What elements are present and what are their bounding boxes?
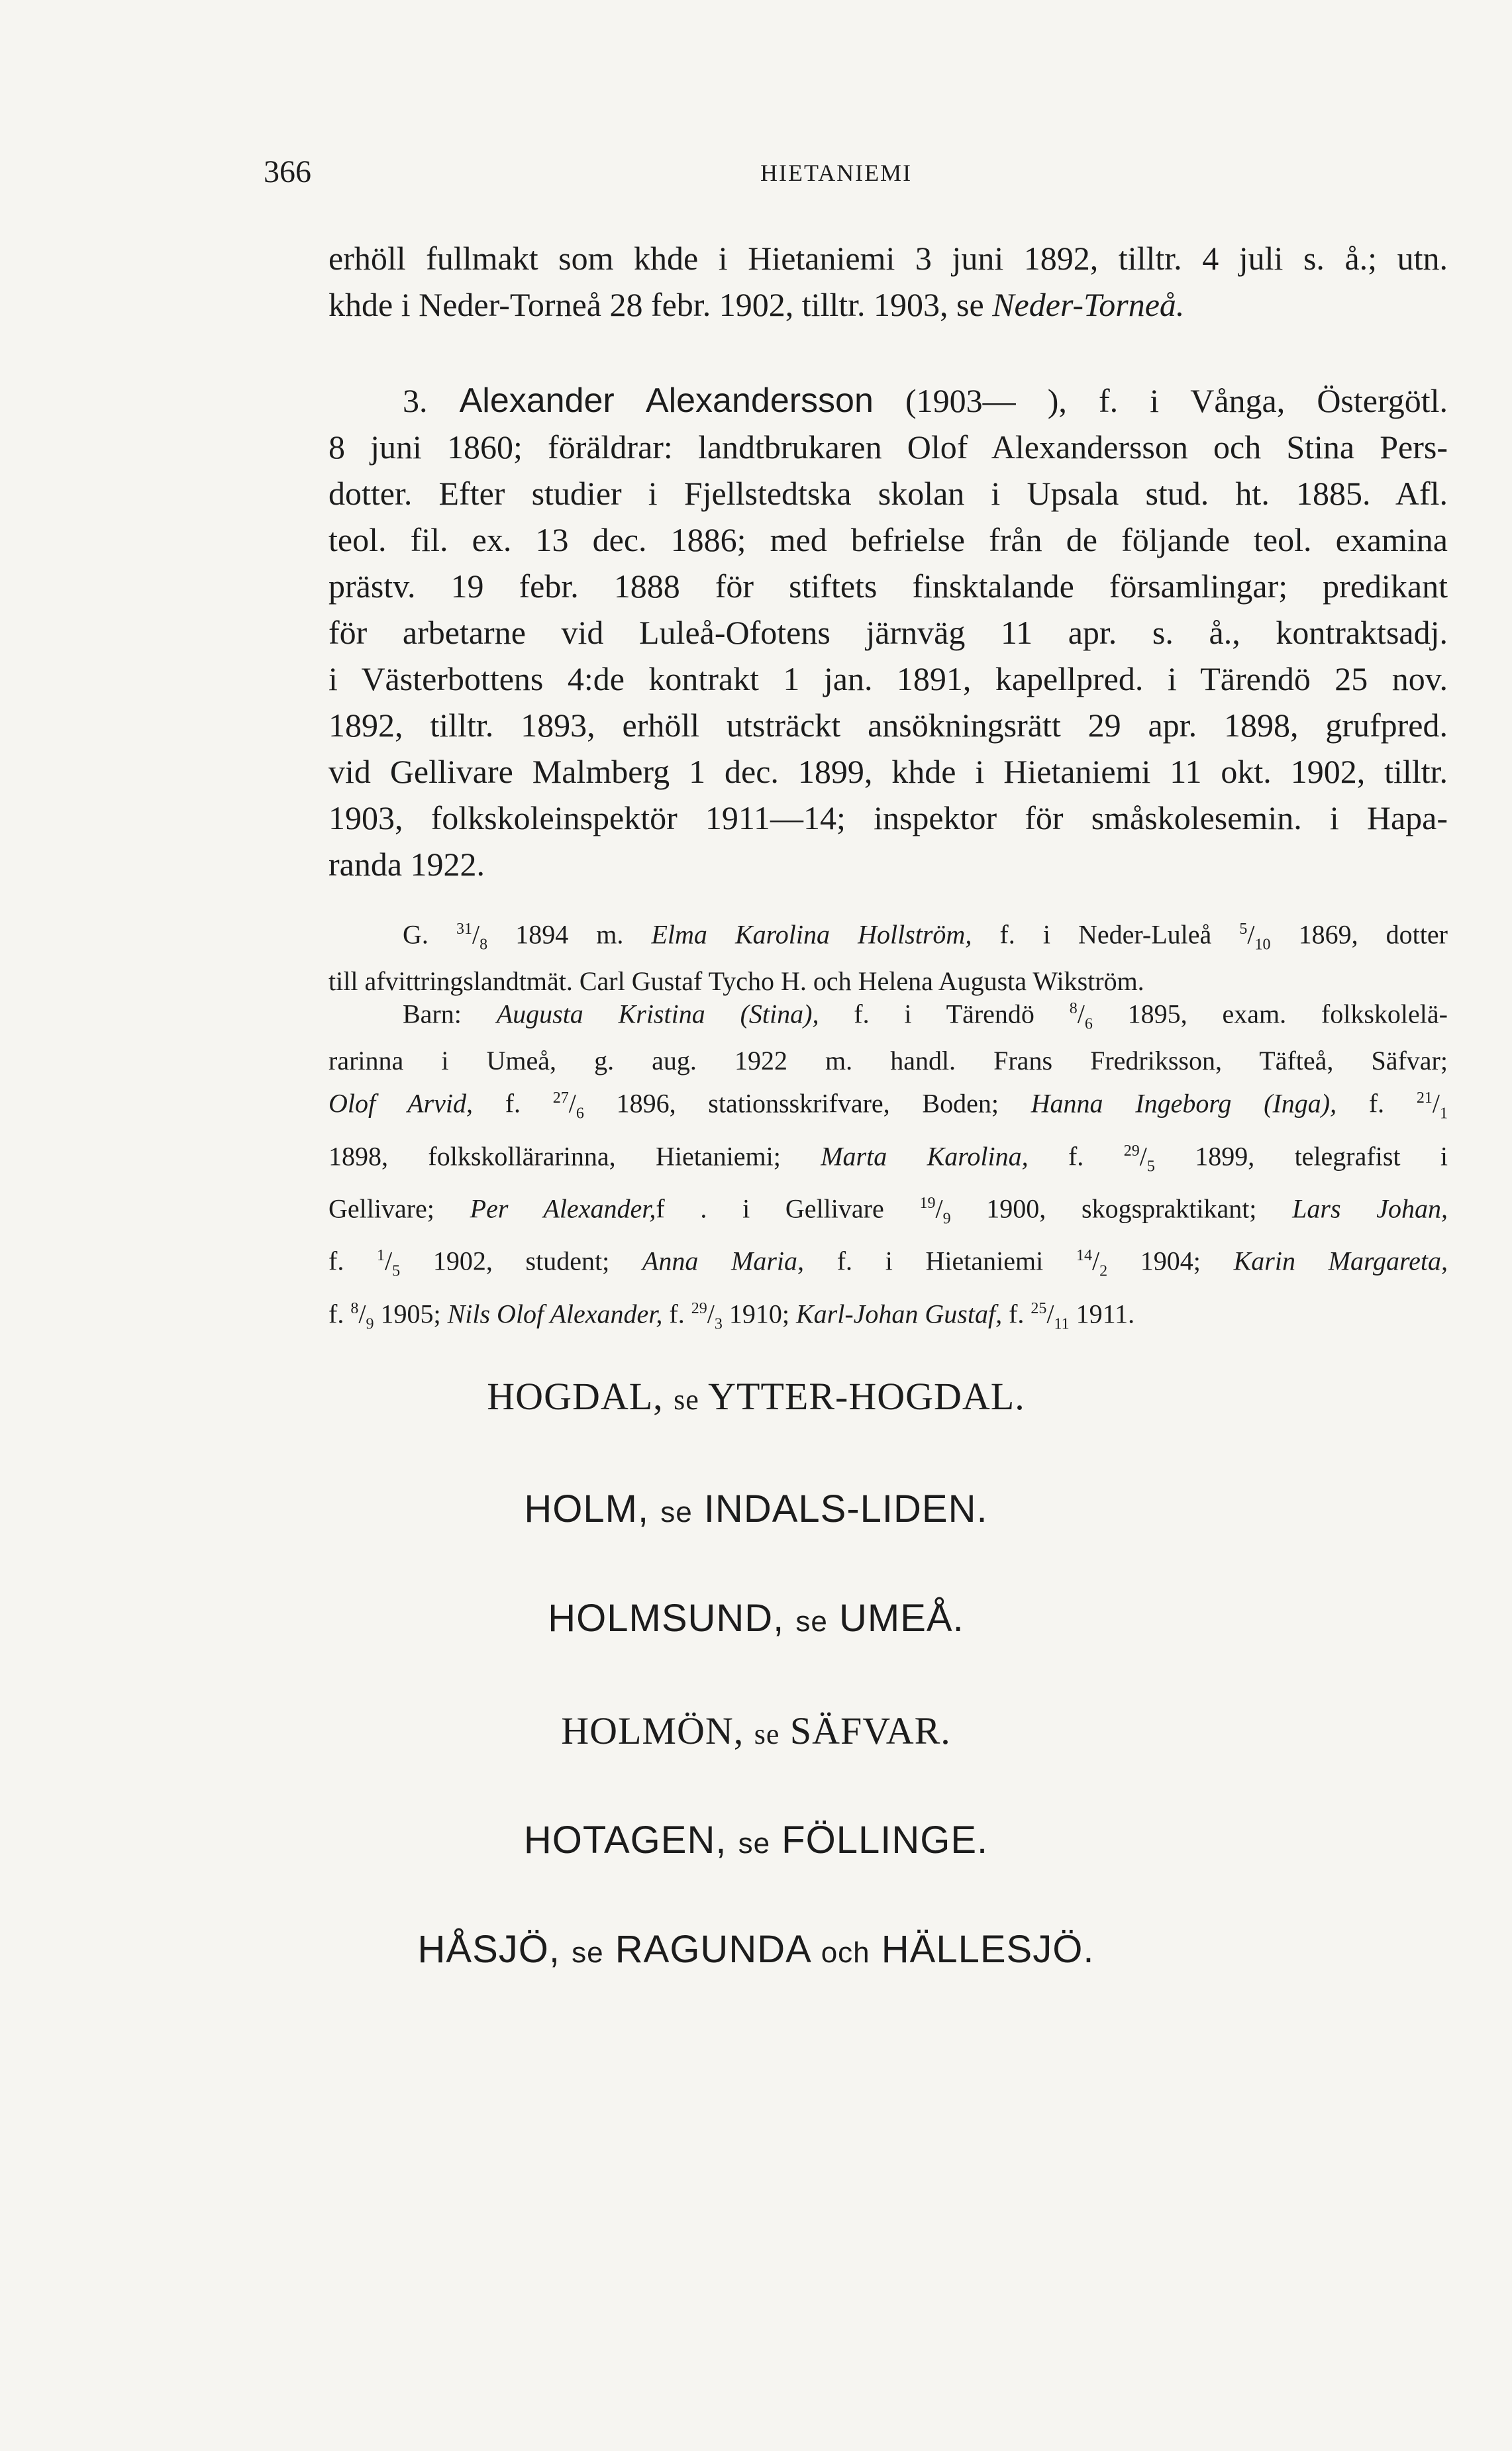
text-line: Olof Arvid, f. $^{27}/_6$ 1896, stationsskrifvare, Boden; Hanna Ingeborg (Inga), f. $^{21}/_1$ xyxy=(328,1088,1448,1123)
text-line: vid Gellivare Malmberg 1 dec. 1899, khde i Hietaniemi 11 okt. 1902, tilltr. xyxy=(328,753,1448,790)
text-line: f. $^8/_9$ 1905; Nils Olof Alexander, f. $^{29}/_3$ 1910; Karl-Johan Gustaf, f. $^{25}/_{11}$ 1911. xyxy=(328,1298,1135,1332)
biography-entry xyxy=(328,377,1448,887)
text-line: rarinna i Umeå, g. aug. 1922 m. handl. Frans Fredriksson, Täfteå, Säfvar; xyxy=(328,1046,1448,1076)
child-name: Karin Margareta, xyxy=(1233,1246,1448,1276)
children-paragraph xyxy=(328,990,1448,1342)
text-line: f. $^1/_5$ 1902, student; Anna Maria, f. i Hietaniemi $^{14}/_2$ 1904; Karin Margareta, xyxy=(328,1246,1448,1280)
text-line: Barn: Augusta Kristina (Stina), f. i Tärendö $^8/_6$ 1895, exam. folkskolelä- xyxy=(403,999,1448,1033)
child-name: Augusta Kristina (Stina), xyxy=(496,999,819,1029)
page-header xyxy=(0,154,1512,193)
running-head: HIETANIEMI xyxy=(760,160,913,186)
text-line: khde i Neder-Torneå 28 febr. 1902, tilltr. 1903, se Neder-Torneå. xyxy=(328,286,1185,323)
paragraph-continuation xyxy=(328,235,1448,328)
text-line: för arbetarne vid Luleå-Ofotens järnväg 11 apr. s. å., kontraktsadj. xyxy=(328,614,1448,651)
child-name: Lars Johan, xyxy=(1292,1193,1448,1224)
child-name: Olof Arvid, xyxy=(328,1088,473,1119)
text-line: till afvittringslandtmät. Carl Gustaf Tycho H. och Helena Augusta Wikström. xyxy=(328,966,1144,997)
entry-heading-line: 3. Alexander Alexandersson (1903— ), f. i Vånga, Östergötl. xyxy=(403,381,1448,420)
text-line: teol. fil. ex. 13 dec. 1886; med befrielse från de följande teol. examina xyxy=(328,521,1448,558)
child-name: Marta Karolina, xyxy=(821,1140,1029,1171)
child-name: Per Alexander, xyxy=(470,1193,656,1224)
text-line: 1903, folkskoleinspektör 1911—14; inspektor för småskolesemin. i Hapa- xyxy=(328,799,1448,836)
child-name: Nils Olof Alexander, xyxy=(447,1298,663,1328)
text-line: prästv. 19 febr. 1888 för stiftets finsktalande församlingar; predikant xyxy=(328,568,1448,605)
spouse-name: Elma Karolina Hollström, xyxy=(651,919,972,950)
text-line: Gellivare; Per Alexander,f . i Gellivare $^{19}/_9$ 1900, skogspraktikant; Lars Johan, xyxy=(328,1193,1448,1228)
cross-reference-hogdal: HOGDAL, se YTTER-HOGDAL. xyxy=(487,1375,1025,1418)
text-line: randa 1922. xyxy=(328,846,485,883)
cross-reference-holmsund: HOLMSUND, se UMEÅ. xyxy=(548,1597,964,1640)
text-line: 1892, tilltr. 1893, erhöll utsträckt ansökningsrätt 29 apr. 1898, grufpred. xyxy=(328,707,1448,744)
cross-reference-holmon: HOLMÖN, se SÄFVAR. xyxy=(561,1709,951,1752)
text-line: dotter. Efter studier i Fjellstedtska skolan i Upsala stud. ht. 1885. Afl. xyxy=(328,475,1448,512)
cross-reference-hasjo: HÅSJÖ, se RAGUNDA och HÄLLESJÖ. xyxy=(417,1928,1095,1971)
text-line: G. $^{31}/_8$ 1894 m. Elma Karolina Hollström, f. i Neder-Luleå $^5/_{10}$ 1869, dotter xyxy=(403,919,1448,954)
cross-reference-holm: HOLM, se INDALS-LIDEN. xyxy=(524,1487,988,1530)
marriage-paragraph xyxy=(328,911,1448,1000)
text-line: i Västerbottens 4:de kontrakt 1 jan. 1891, kapellpred. i Tärendö 25 nov. xyxy=(328,660,1448,697)
child-name: Karl-Johan Gustaf, xyxy=(795,1298,1003,1328)
text-line: 1898, folkskollärarinna, Hietaniemi; Marta Karolina, f. $^{29}/_5$ 1899, telegrafist i xyxy=(328,1140,1448,1175)
text-line: 8 juni 1860; föräldrar: landtbrukaren Olof Alexandersson och Stina Pers- xyxy=(328,428,1448,466)
text-line: erhöll fullmakt som khde i Hietaniemi 3 juni 1892, tilltr. 4 juli s. å.; utn. xyxy=(328,240,1448,277)
child-name: Anna Maria, xyxy=(642,1246,805,1276)
cross-reference: Neder-Torneå. xyxy=(992,286,1185,323)
cross-reference-hotagen: HOTAGEN, se FÖLLINGE. xyxy=(523,1819,989,1862)
child-name: Hanna Ingeborg (Inga), xyxy=(1031,1088,1337,1119)
entry-name: Alexander Alexandersson xyxy=(459,381,874,420)
page-number: 366 xyxy=(264,154,311,189)
entry-number: 3. xyxy=(403,382,428,419)
